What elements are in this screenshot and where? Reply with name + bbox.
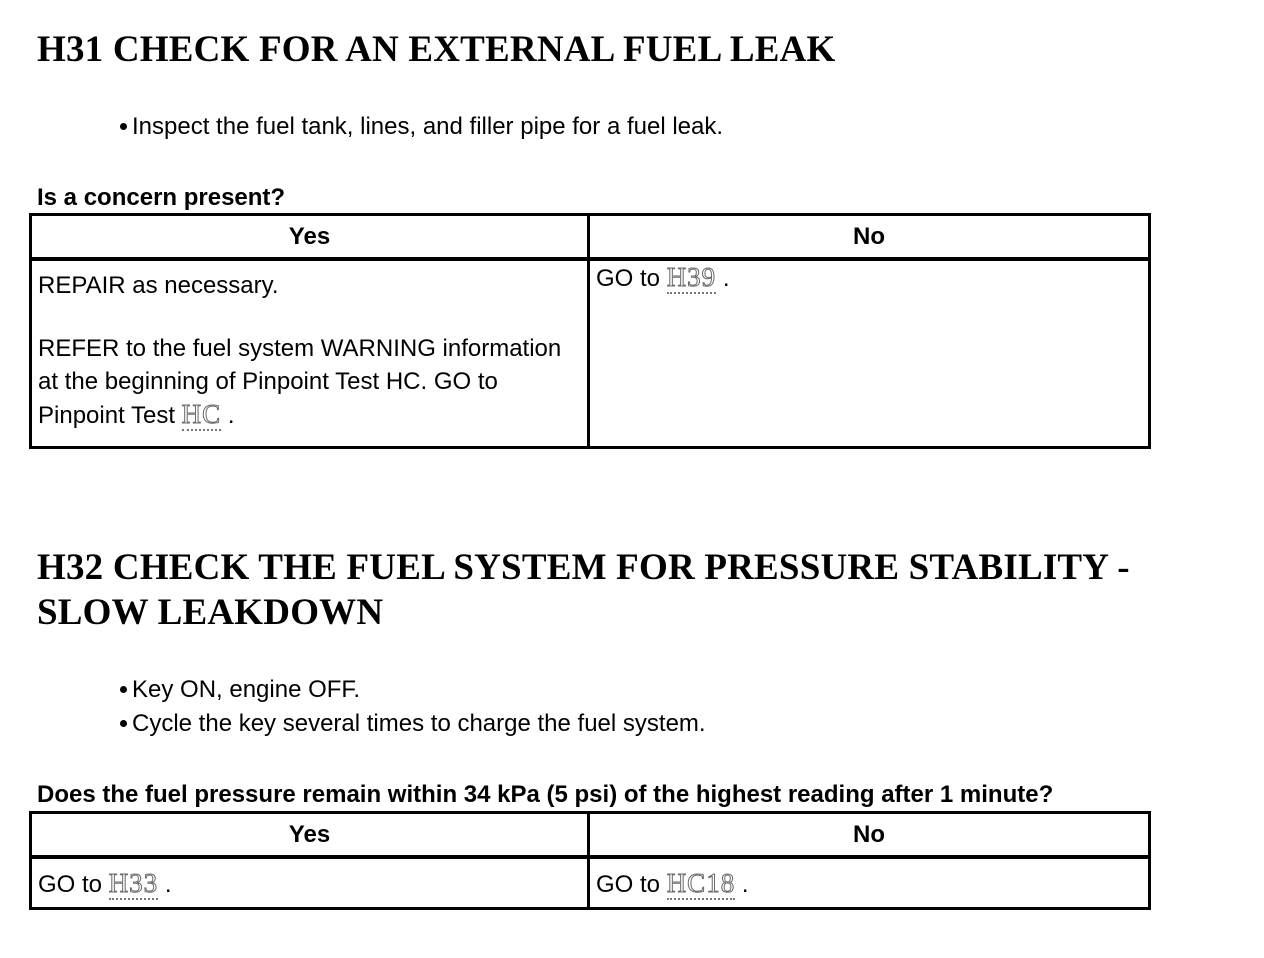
link-hc18[interactable]: HC18 [666,867,736,898]
yes-cell [31,259,589,448]
no-header: No [589,215,1150,260]
bullet-icon [120,686,127,693]
yes-cell [31,857,589,909]
list-item [118,707,706,741]
bullet-text: Key ON, engine OFF. [132,676,361,703]
no-suffix: . [735,870,749,898]
bullet-icon [120,720,127,727]
refer-body: REFER to the fuel system WARNING information at the beginning of Pinpoint Test HC. GO to Pinpoint Test [38,335,562,429]
no-text [596,261,1142,295]
bullet-icon [120,123,127,130]
yes-suffix: . [158,870,172,898]
yes-prefix: GO to [38,870,109,898]
list-item [118,673,706,707]
h31-title: H31 CHECK FOR AN EXTERNAL FUEL LEAK [37,29,836,70]
no-prefix: GO to [596,870,667,898]
h31-decision-table [29,213,1151,449]
h32-bullet-list [118,673,706,741]
h31-bullet-list [118,110,723,144]
link-hc[interactable]: HC [181,399,222,429]
bullet-text: Inspect the fuel tank, lines, and filler pipe for a fuel leak. [132,113,724,140]
yes-header: Yes [31,215,589,260]
h31-question: Is a concern present? [37,184,286,211]
table-header-row [31,813,1150,858]
no-suffix: . [716,265,730,292]
no-header: No [589,813,1150,858]
refer-suffix: . [221,402,235,429]
h32-question: Does the fuel pressure remain within 34 kPa (5 psi) of the highest reading after 1 minute? [37,781,1054,808]
link-h33[interactable]: H33 [108,867,159,898]
refer-text [38,332,581,432]
bullet-text: Cycle the key several times to charge the fuel system. [132,710,706,737]
repair-text: REPAIR as necessary. [38,272,279,299]
no-cell [589,857,1150,909]
link-h39[interactable]: H39 [666,262,717,292]
yes-header: Yes [31,813,589,858]
table-row [31,259,1150,448]
table-row [31,857,1150,909]
list-item [118,110,723,144]
h32-title: H32 CHECK THE FUEL SYSTEM FOR PRESSURE STABILITY - SLOW LEAKDOWN [37,547,1130,633]
no-cell [589,259,1150,448]
no-prefix: GO to [596,265,667,292]
table-header-row [31,215,1150,260]
h32-decision-table [29,811,1151,910]
